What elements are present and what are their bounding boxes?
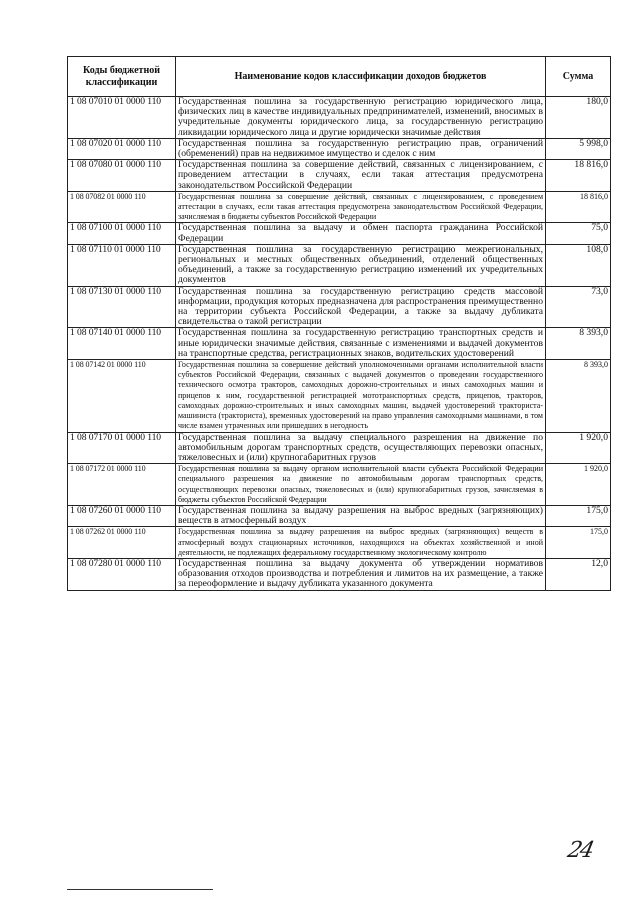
row-code: 1 08 07280 01 0000 110 [68,558,176,590]
row-code: 1 08 07080 01 0000 110 [68,160,176,192]
row-code: 1 08 07020 01 0000 110 [68,138,176,159]
table-row [68,558,611,590]
table-row [68,191,611,223]
table-header-row [68,57,611,97]
row-code: 1 08 07172 01 0000 110 [68,464,176,506]
row-sum: 73,0 [546,286,611,328]
row-sum: 12,0 [546,558,611,590]
row-name: Государственная пошлина за выдачу и обмен паспорта гражданина Российской Федерации [176,223,546,244]
table-row [68,244,611,286]
budget-revenue-table [67,56,611,591]
row-code: 1 08 07100 01 0000 110 [68,223,176,244]
row-name: Государственная пошлина за выдачу разрешения на выброс вредных (загрязняющих) веществ в атмосферный воздух стационарных источников, находящихся на объектах хозяйственной и иной деятельности, не подлежащих федеральному государственному экологическому контролю [176,527,546,559]
table-row [68,432,611,464]
row-sum: 8 393,0 [546,328,611,360]
row-name: Государственная пошлина за государственную регистрацию транспортных средств и иные юридически значимые действия, связанные с изменениями и выдачей документов на транспортные средства, регистрационных знаков, водительских удостоверений [176,328,546,360]
row-name: Государственная пошлина за выдачу разрешения на выброс вредных (загрязняющих) веществ в атмосферный воздух [176,505,546,526]
footnote-rule [67,889,213,890]
row-name: Государственная пошлина за государственную регистрацию средств массовой информации, продукция которых предназначена для распространения преимущественно на территории субъекта Российской Федерации, а также за выдачу дубликата свидетельства о такой регистрации [176,286,546,328]
table-body [68,97,611,591]
row-sum: 8 393,0 [546,360,611,432]
row-sum: 175,0 [546,505,611,526]
table-row [68,328,611,360]
table-row [68,286,611,328]
row-sum: 1 920,0 [546,432,611,464]
row-code: 1 08 07170 01 0000 110 [68,432,176,464]
table-row [68,527,611,559]
row-code: 1 08 07110 01 0000 110 [68,244,176,286]
row-sum: 75,0 [546,223,611,244]
table-row [68,160,611,192]
row-code: 1 08 07082 01 0000 110 [68,191,176,223]
row-sum: 175,0 [546,527,611,559]
header-name: Наименование кодов классификации доходов бюджетов [176,57,546,97]
table-row [68,223,611,244]
row-name: Государственная пошлина за государственную регистрацию межрегиональных, региональных и местных общественных объединений, отделений общественных объединений, а также за государственную регистрацию изменений их учредительных документов [176,244,546,286]
row-sum: 108,0 [546,244,611,286]
row-sum: 18 816,0 [546,191,611,223]
row-name: Государственная пошлина за выдачу органом исполнительной власти субъекта Российской Федерации специального разрешения на движение по автомобильным дорогам транспортных средств, осуществляющих перевозки опасных, тяжеловесных и (или) крупногабаритных грузов, зачисляемая в бюджеты субъектов Российской Федерации [176,464,546,506]
row-code: 1 08 07260 01 0000 110 [68,505,176,526]
row-name: Государственная пошлина за совершение действий, связанных с лицензированием, с проведением аттестации в случаях, если такая аттестация предусмотрена законодательством Российской Федерации, зачисляемая в бюджеты субъектов Российской Федерации [176,191,546,223]
row-code: 1 08 07130 01 0000 110 [68,286,176,328]
header-sum: Сумма [546,57,611,97]
table-row [68,360,611,432]
row-sum: 18 816,0 [546,160,611,192]
row-name: Государственная пошлина за совершение действий, связанных с лицензированием, с проведением аттестации в случаях, если такая аттестация предусмотрена законодательством Российской Федерации [176,160,546,192]
row-sum: 5 998,0 [546,138,611,159]
page-number: 24 [565,838,595,863]
row-name: Государственная пошлина за государственную регистрацию прав, ограничений (обременений) прав на недвижимое имущество и сделок с ним [176,138,546,159]
row-code: 1 08 07142 01 0000 110 [68,360,176,432]
header-code: Коды бюджетной классификации [68,57,176,97]
row-sum: 1 920,0 [546,464,611,506]
row-name: Государственная пошлина за выдачу специального разрешения на движение по автомобильным дорогам транспортных средств, осуществляющих перевозки опасных, тяжеловесных и (или) крупногабаритных грузов [176,432,546,464]
table-row [68,505,611,526]
row-name: Государственная пошлина за государственную регистрацию юридического лица, физических лиц в качестве индивидуальных предпринимателей, изменений, вносимых в учредительные документы юридического лица, за государственную регистрацию ликвидации юридического лица и другие юридически значимые действия [176,97,546,139]
row-code: 1 08 07140 01 0000 110 [68,328,176,360]
row-code: 1 08 07262 01 0000 110 [68,527,176,559]
table-row [68,97,611,139]
row-name: Государственная пошлина за совершение действий уполномоченными органами исполнительной власти субъектов Российской Федерации, связанных с выдачей документов о проведении государственного технического осмотра тракторов, самоходных дорожно-строительных и иных самоходных машин и прицепов к ним, государственной регистрацией мототранспортных средств, прицепов, тракторов, самоходных дорожно-строительных и иных самоходных машин, выдачей удостоверений тракториста-машиниста (тракториста), временных удостоверений на право управления самоходными машинами, в том числе взамен утраченных или пришедших в негодность [176,360,546,432]
row-name: Государственная пошлина за выдачу документа об утверждении нормативов образования отходов производства и потребления и лимитов на их размещение, а также за переоформление и выдачу дубликата указанного документа [176,558,546,590]
table-row [68,464,611,506]
row-code: 1 08 07010 01 0000 110 [68,97,176,139]
row-sum: 180,0 [546,97,611,139]
table-row [68,138,611,159]
